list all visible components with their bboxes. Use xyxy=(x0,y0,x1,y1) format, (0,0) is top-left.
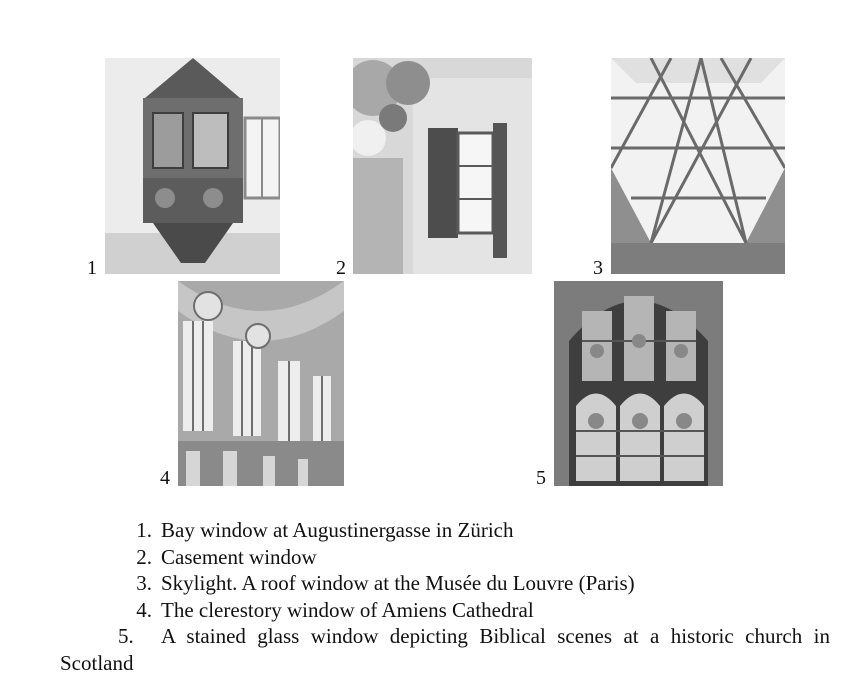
clerestory-window-photo xyxy=(178,281,344,486)
stained-glass-window-photo xyxy=(554,281,723,486)
caption-text: Casement window xyxy=(161,544,317,569)
caption-item xyxy=(60,517,830,544)
caption-number: 3. xyxy=(136,571,152,595)
caption-text: A stained glass window depicting Biblical scenes at a historic church in Scotland xyxy=(60,624,830,675)
caption-text: Skylight. A roof window at the Musée du Louvre (Paris) xyxy=(161,571,635,595)
caption-item xyxy=(60,570,830,597)
caption-text: The clerestory window of Amiens Cathedral xyxy=(161,597,534,622)
figure-number-4: 4 xyxy=(160,467,170,489)
caption-text: Bay window at Augustinergasse in Zürich xyxy=(161,518,514,542)
caption-item xyxy=(60,544,830,571)
caption-number: 4. xyxy=(136,597,152,622)
caption-number: 5. xyxy=(118,624,134,648)
casement-window-photo xyxy=(353,58,532,274)
bay-window-photo xyxy=(105,58,280,274)
skylight-photo xyxy=(611,58,785,274)
caption-number: 2. xyxy=(136,544,152,569)
caption-list xyxy=(60,517,830,676)
figure-number-2: 2 xyxy=(336,257,346,279)
caption-item xyxy=(60,597,830,624)
caption-item xyxy=(60,623,830,676)
figure-number-1: 1 xyxy=(87,257,97,279)
figure-number-5: 5 xyxy=(536,467,546,489)
figure-number-3: 3 xyxy=(593,257,603,279)
caption-number: 1. xyxy=(136,518,152,542)
